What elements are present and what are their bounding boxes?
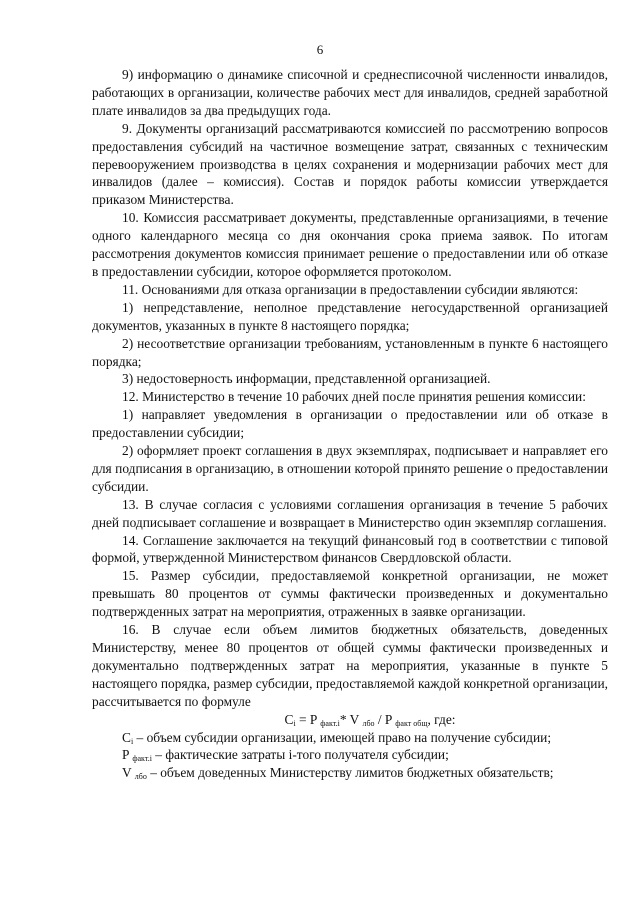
- paragraph: 13. В случае согласия с условиями соглашения организация в течение 5 рабочих дней подписывает соглашение и возвращает в Министерство один экземпляр соглашения.: [92, 496, 608, 530]
- paragraph: 11. Основаниями для отказа организации в предоставлении субсидии являются:: [122, 281, 579, 297]
- page-number: 6: [316, 42, 324, 57]
- formula-definition: $C_i$ – объем субсидии организации, имеющей право на получение субсидии;: [122, 729, 552, 746]
- paragraph: 14. Соглашение заключается на текущий финансовый год в соответствии с типовой формой, утвержденной Министерством финансов Свердловской области.: [92, 532, 608, 566]
- formula-definition: V $_{лбо}$ – объем доведенных Министерству лимитов бюджетных обязательств;: [122, 765, 554, 782]
- subsidy-formula: $C_i = P$ $_{факт.i}$* V $_{лбо}$ / P $_{факт общ}$, где:: [284, 711, 456, 728]
- paragraph: 2) оформляет проект соглашения в двух экземплярах, подписывает и направляет его для подписания в организацию, в отношении которой принято решение о предоставлении субсидии.: [92, 443, 608, 494]
- paragraph: 1) непредставление, неполное представление негосударственной организацией документов, указанных в пункте 8 настоящего порядка;: [92, 299, 608, 333]
- paragraph: 16. В случае если объем лимитов бюджетных обязательств, доведенных Министерству, менее 80 процентов от общей суммы фактически произведенных и документально подтвержденных затрат на мероприятия, указанные в пункте 5 настоящего порядка, размер субсидии, предоставляемой каждой конкретной организации, рассчитывается по формуле: [92, 622, 608, 709]
- document-body: [92, 66, 608, 782]
- paragraph: 3) недостоверность информации, представленной организацией.: [122, 371, 491, 387]
- paragraph: 10. Комиссия рассматривает документы, представленные организациями, в течение одного календарного месяца со дня окончания срока приема заявок. По итогам рассмотрения документов комиссия принимает решение о предоставлении или об отказе в предоставлении субсидии, которое оформляется протоколом.: [92, 210, 608, 279]
- paragraph: 12. Министерство в течение 10 рабочих дней после принятия решения комиссии:: [122, 389, 586, 405]
- paragraph: 9. Документы организаций рассматриваются комиссией по рассмотрению вопросов предоставления субсидий на частичное возмещение затрат, связанных с техническим перевооружением производства в целях сохранения и модернизации рабочих мест для инвалидов (далее – комиссия). Состав и порядок работы комиссии утверждается приказом Министерства.: [92, 120, 608, 208]
- paragraph: 2) несоответствие организации требованиям, установленным в пункте 6 настоящего порядка;: [92, 335, 608, 369]
- formula-definition: P $_{факт.i}$ – фактические затраты i-того получателя субсидии;: [122, 747, 449, 764]
- paragraph: 1) направляет уведомления в организации о предоставлении или об отказе в предоставлении субсидии;: [92, 407, 608, 441]
- paragraph: 9) информацию о динамике списочной и среднесписочной численности инвалидов, работающих в организации, количестве рабочих мест для инвалидов, средней заработной плате инвалидов за два предыдущих года.: [92, 67, 608, 118]
- paragraph: 15. Размер субсидии, предоставляемой конкретной организации, не может превышать 80 процентов от суммы фактически произведенных и документально подтвержденных затрат на мероприятия, отраженных в заявке организации.: [92, 568, 608, 620]
